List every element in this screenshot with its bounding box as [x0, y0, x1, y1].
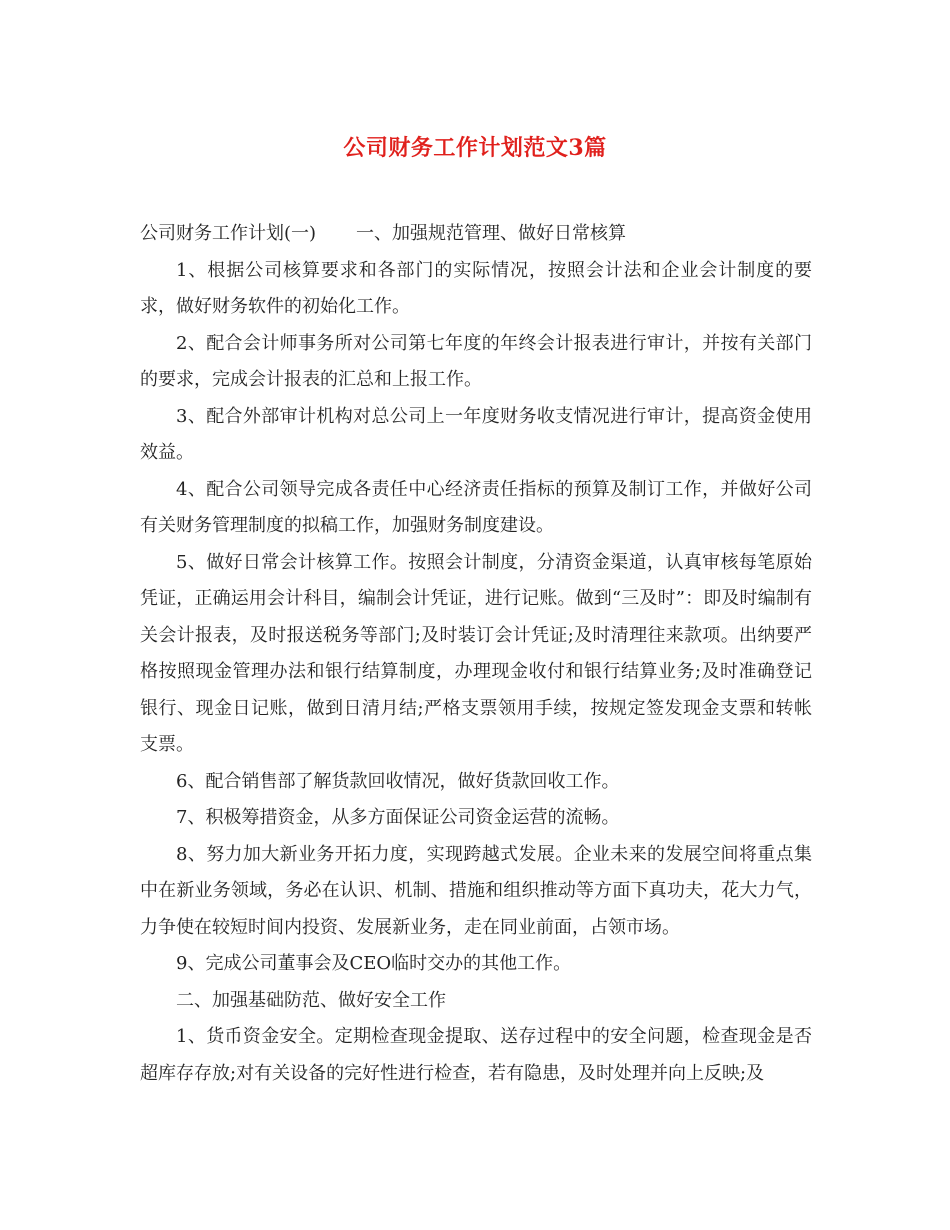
document-body	[140, 216, 812, 1092]
document-title: 公司财务工作计划范文3篇	[343, 135, 607, 161]
paragraph: 8、努力加大新业务开拓力度，实现跨越式发展。企业未来的发展空间将重点集中在新业务领域，务必在认识、机制、措施和组织推动等方面下真功夫，花大力气，力争使在较短时间内投资、发展新业务，走在同业前面，占领市场。	[140, 843, 812, 938]
paragraph: 4、配合公司领导完成各责任中心经济责任指标的预算及制订工作，并做好公司有关财务管理制度的拟稿工作，加强财务制度建设。	[140, 478, 812, 536]
part1-heading: 一、加强规范管理、做好日常核算	[356, 223, 627, 244]
paragraph: 1、货币资金安全。定期检查现金提取、送存过程中的安全问题，检查现金是否超库存存放;对有关设备的完好性进行检查，若有隐患，及时处理并向上反映;及	[140, 1026, 812, 1084]
part2-heading: 二、加强基础防范、做好安全工作	[176, 989, 446, 1011]
paragraph: 5、做好日常会计核算工作。按照会计制度，分清资金渠道，认真审核每笔原始凭证，正确运用会计科目，编制会计凭证，进行记账。做到“三及时”：即及时编制有关会计报表，及时报送税务等部门;及时装订会计凭证;及时清理往来款项。出纳要严格按照现金管理办法和银行结算制度，办理现金收付和银行结算业务;及时准确登记银行、现金日记账，做到日清月结;严格支票领用手续，按规定签发现金支票和转帐支票。	[140, 551, 812, 755]
section-heading-line	[140, 216, 812, 253]
paragraph: 3、配合外部审计机构对总公司上一年度财务收支情况进行审计，提高资金使用效益。	[140, 405, 812, 463]
paragraph: 2、配合会计师事务所对公司第七年度的年终会计报表进行审计，并按有关部门的要求，完成会计报表的汇总和上报工作。	[140, 332, 812, 390]
paragraph: 1、根据公司核算要求和各部门的实际情况，按照会计法和企业会计制度的要求，做好财务软件的初始化工作。	[140, 259, 812, 317]
paragraph: 6、配合销售部了解货款回收情况，做好货款回收工作。	[176, 770, 620, 792]
section-heading: 公司财务工作计划(一)	[140, 223, 317, 244]
paragraph: 7、积极筹措资金，从多方面保证公司资金运营的流畅。	[176, 807, 620, 828]
paragraph: 9、完成公司董事会及CEO临时交办的其他工作。	[176, 953, 572, 974]
